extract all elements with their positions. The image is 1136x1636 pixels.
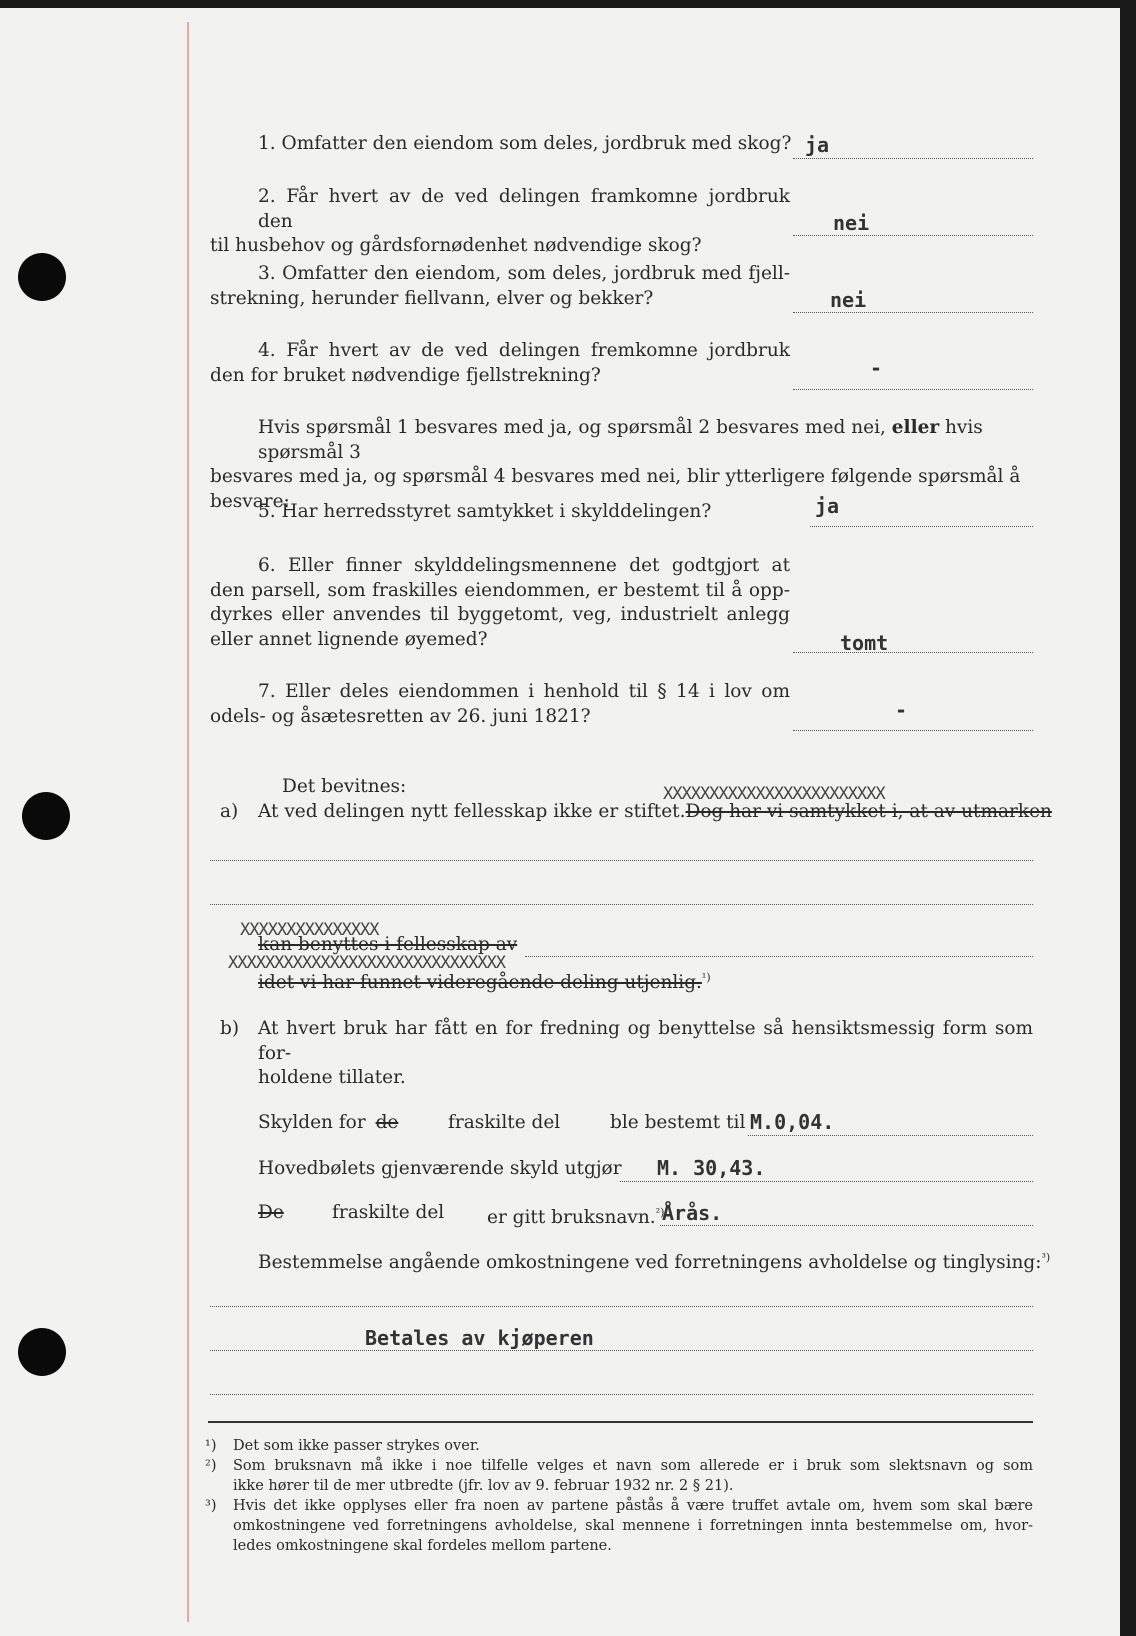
witness-intro: Det bevitnes: [282,776,407,797]
answer-5: ja [815,494,840,518]
strike-xs-b: XXXXXXXXXXXXXXX [240,920,379,940]
strike-xs-a: XXXXXXXXXXXXXXXXXXXXXXXX [663,784,885,804]
skyld-line-4: Bestemmelse angående omkostningene ved forretningens avholdelse og tinglysing:$^{^3)}$ [258,1251,1051,1274]
blank-line [210,1282,1033,1307]
answer-3: nei [830,288,867,312]
answer-line-7 [793,706,1033,731]
answer-2: nei [833,211,870,235]
conditional-line-1: Hvis spørsmål 1 besvares med ja, og spørsmål 2 besvares med nei, eller hvis spørsmål 3 [258,417,983,463]
answer-line-2 [793,211,1033,236]
answer-6: tomt [840,631,889,655]
answer-line-6 [793,628,1033,653]
skyld-line-2: Hovedbølets gjenværende skyld utgjør [258,1158,622,1179]
footnote-1: ¹) Det som ikke passer strykes over. [205,1438,480,1454]
blank-line [210,836,1033,861]
question-2: 2. Får hvert av de ved delingen framkomne jordbruk den til husbehov og gårdsfornødenhet nødvendige skog? [210,186,790,256]
punch-hole [18,253,66,301]
skyld-value-1: M.0,04. [750,1110,835,1134]
document-page [0,8,1120,1636]
question-3: 3. Omfatter den eiendom, som deles, jordbruk med fjell- strekning, herunder fiellvann, elver og bekker? [210,263,790,309]
skyld-mid-3: fraskilte del [332,1202,445,1223]
skyld-mid-1: fraskilte del [448,1112,561,1133]
question-7: 7. Eller deles eiendommen i henhold til § 14 i lov om odels- og åsætesretten av 26. juni 1821? [210,681,790,727]
question-1: 1. Omfatter den eiendom som deles, jordbruk med skog? [258,133,792,154]
witness-a-label: a) [220,801,239,822]
answer-line-5 [810,502,1033,527]
blank-line [210,1370,1033,1395]
answer-1: ja [805,133,830,157]
skyld-end-1: ble bestemt til [610,1112,746,1133]
blank-line [210,1326,1033,1351]
answer-line-4 [793,365,1033,390]
footnote-rule [208,1421,1033,1423]
witness-a-text: At ved delingen nytt fellesskap ikke er stiftet.Dog har vi samtykket i, at av utmarken [258,801,1052,822]
skyld-de-2: De [258,1202,284,1223]
conditional-line-2: besvares med ja, og spørsmål 4 besvares med nei, blir ytterligere følgende spørsmål å besvare: [210,466,1021,512]
footnotes [205,1436,1033,1556]
margin-rule [187,22,189,1622]
skyld-line-1: Skylden for de [258,1112,399,1133]
answer-line-3 [793,288,1033,313]
footnote-3: ³) Hvis det ikke opplyses eller fra noen av partene påstås å være truffet avtale om, hvem som skal bære omkostningene ved forretningens avholdelse, skal mennene i forretningen innta bestemmelse om, hvor- ledes omkostningene skal fordeles mellom partene. [205,1498,1033,1554]
strike-xs-c: XXXXXXXXXXXXXXXXXXXXXXXXXXXXXX [228,953,506,973]
answer-4: - [870,356,883,380]
witness-b-text: At hvert bruk har fått en for fredning og benyttelse så hensiktsmessig form som for- holdene tillater. [258,1018,1033,1088]
skyld-value-3: Årås. [662,1201,723,1225]
witness-a-line3: kan benyttes i fellesskap av [258,934,518,955]
punch-hole [22,792,70,840]
witness-b-label: b) [220,1018,240,1039]
answer-7: - [895,698,908,722]
skyld-end-3: er gitt bruksnavn.$^{^2)}$ [487,1206,665,1229]
question-5: 5. Har herredsstyret samtykket i skylddelingen? [258,501,712,522]
question-4: 4. Får hvert av de ved delingen fremkomne jordbruk den for bruket nødvendige fjellstrekning? [210,340,790,386]
witness-a-line4: idet vi har funnet videregående deling utjenlig.$^{^1)}$ [258,971,711,994]
skyld-value-2: M. 30,43. [657,1156,766,1180]
footnote-2: ²) Som bruksnavn må ikke i noe tilfelle velges et navn som allerede er i bruk som slektsnavn og som ikke hører til de mer utbredte (jfr. lov av 9. februar 1932 nr. 2 § 21). [205,1458,1033,1494]
punch-hole [18,1328,66,1376]
skyld-value-4: Betales av kjøperen [365,1326,594,1350]
blank-line [210,880,1033,905]
question-6: 6. Eller finner skylddelingsmennene det godtgjort at den parsell, som fraskilles eiendommen, er bestemt til å opp- dyrkes eller anvendes til byggetomt, veg, industrielt anlegg eller annet lignende øyemed? [210,555,790,650]
blank-line [525,932,1033,957]
